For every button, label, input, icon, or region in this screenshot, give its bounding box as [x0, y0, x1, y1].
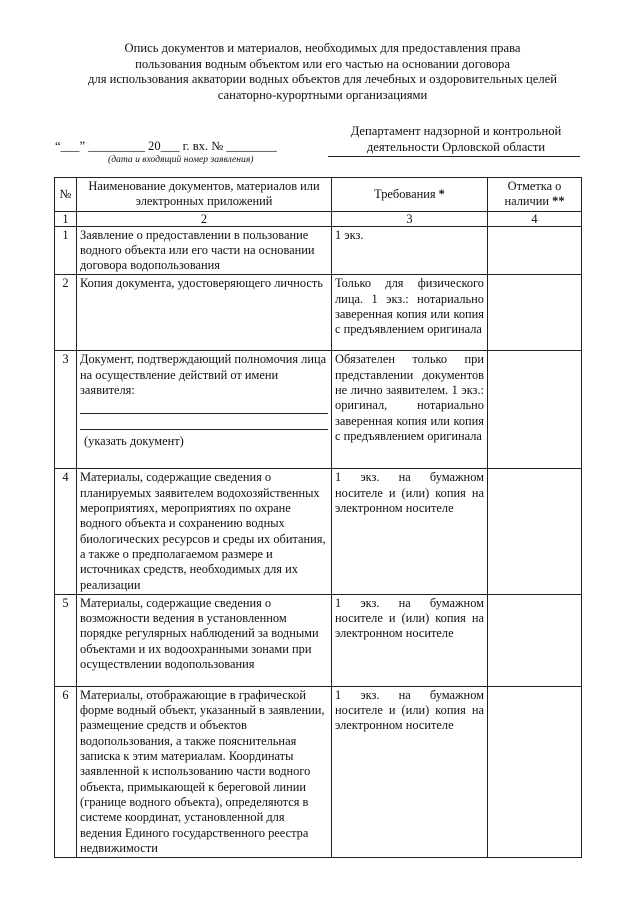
table-row [55, 594, 582, 686]
header-presence-mark [488, 178, 582, 212]
row-document-name: Материалы, содержащие сведения о возможности ведения в установленном порядке регулярных наблюдений за водными объектами и их водоохранными зонами при осуществлении водопользования [77, 594, 332, 686]
row-document-name: Копия документа, удостоверяющего личность [77, 275, 332, 351]
header-requirements-label: Требования [374, 186, 436, 201]
row-number: 1 [55, 226, 77, 275]
title-line-1: Опись документов и материалов, необходимых для предоставления права [124, 41, 521, 55]
header-requirements [332, 178, 488, 212]
table-row [55, 226, 582, 275]
registration-stub-hint: (дата и входящий номер заявления) [108, 154, 254, 165]
documents-table [54, 177, 582, 858]
header-requirements-footnote-mark: * [438, 186, 445, 201]
table-header-row [55, 178, 582, 212]
title-line-4: санаторно-курортными организациями [217, 87, 428, 102]
row-requirements: 1 экз. на бумажном носителе и (или) копия на электронном носителе [332, 594, 488, 686]
row-number: 3 [55, 351, 77, 469]
document-title [50, 41, 595, 103]
department-underline [328, 156, 580, 157]
title-line-3: для использования акватории водных объектов для лечебных и оздоровительных целей [88, 72, 557, 86]
department-line-1: Департамент надзорной и контрольной [350, 124, 562, 138]
row-requirements: 1 экз. на бумажном носителе и (или) копия на электронном носителе [332, 686, 488, 857]
row-presence-mark-cell[interactable] [488, 469, 582, 594]
row-presence-mark-cell[interactable] [488, 275, 582, 351]
row-number: 5 [55, 594, 77, 686]
row-document-name-cell [77, 351, 332, 469]
row-presence-mark-cell[interactable] [488, 351, 582, 469]
header-number: № [55, 178, 77, 212]
row-presence-mark-cell[interactable] [488, 686, 582, 857]
row-presence-mark-cell[interactable] [488, 594, 582, 686]
column-number-4: 4 [488, 211, 582, 226]
row-document-name: Документ, подтверждающий полномочия лица на осуществление действий от имени заявителя: [80, 352, 327, 398]
title-line-2: пользования водным объектом или его частью на основании договора [135, 56, 510, 71]
registration-stub: “___” _________ 20___ г. вх. № ________ [55, 139, 277, 153]
fill-in-line[interactable] [80, 415, 328, 430]
row-requirements: Только для физического лица. 1 экз.: нотариально заверенная копия или копия с предъявлением оригинала [332, 275, 488, 351]
row-document-name: Материалы, отображающие в графической форме водный объект, указанный в заявлении, размещение средств и объектов водопользования, а также пояснительная записка к этим материалам. Координаты заявленной к использованию части водного объекта, примыкающей к береговой линии (границе водного объекта), определяются в системе координат, установленной для ведения Единого государственного реестра недвижимости [77, 686, 332, 857]
department-line-2: деятельности Орловской области [366, 139, 546, 154]
column-number-3: 3 [332, 211, 488, 226]
fill-in-line[interactable] [80, 399, 328, 414]
table-row [55, 275, 582, 351]
row-number: 2 [55, 275, 77, 351]
row-number: 6 [55, 686, 77, 857]
row-requirements: 1 экз. [332, 226, 488, 275]
row-requirements: Обязателен только при представлении документов не лично заявителем. 1 экз.: оригинал, нотариально заверенная копия или копия с предъявлением оригинала [332, 351, 488, 469]
department-block [325, 124, 587, 155]
table-row [55, 686, 582, 857]
row-requirements: 1 экз. на бумажном носителе и (или) копия на электронном носителе [332, 469, 488, 594]
fill-in-hint: (указать документ) [84, 434, 184, 449]
table-row [55, 351, 582, 469]
header-presence-mark-label: Отметка о наличии [504, 179, 562, 209]
row-presence-mark-cell[interactable] [488, 226, 582, 275]
column-number-2: 2 [77, 211, 332, 226]
row-document-name: Материалы, содержащие сведения о планируемых заявителем водохозяйственных мероприятиях, мероприятиях по охране водного объекта и сохранению водных биологических ресурсов и среды их обитания, а также о предполагаемом размере и источниках средств, необходимых для их реализации [77, 469, 332, 594]
row-document-name: Заявление о предоставлении в пользование водного объекта или его части на основании договора водопользования [77, 226, 332, 275]
row-number: 4 [55, 469, 77, 594]
table-row [55, 469, 582, 594]
column-number-1: 1 [55, 211, 77, 226]
header-name: Наименование документов, материалов или электронных приложений [77, 178, 332, 212]
header-presence-footnote-mark: ** [552, 194, 565, 209]
column-number-row [55, 211, 582, 226]
